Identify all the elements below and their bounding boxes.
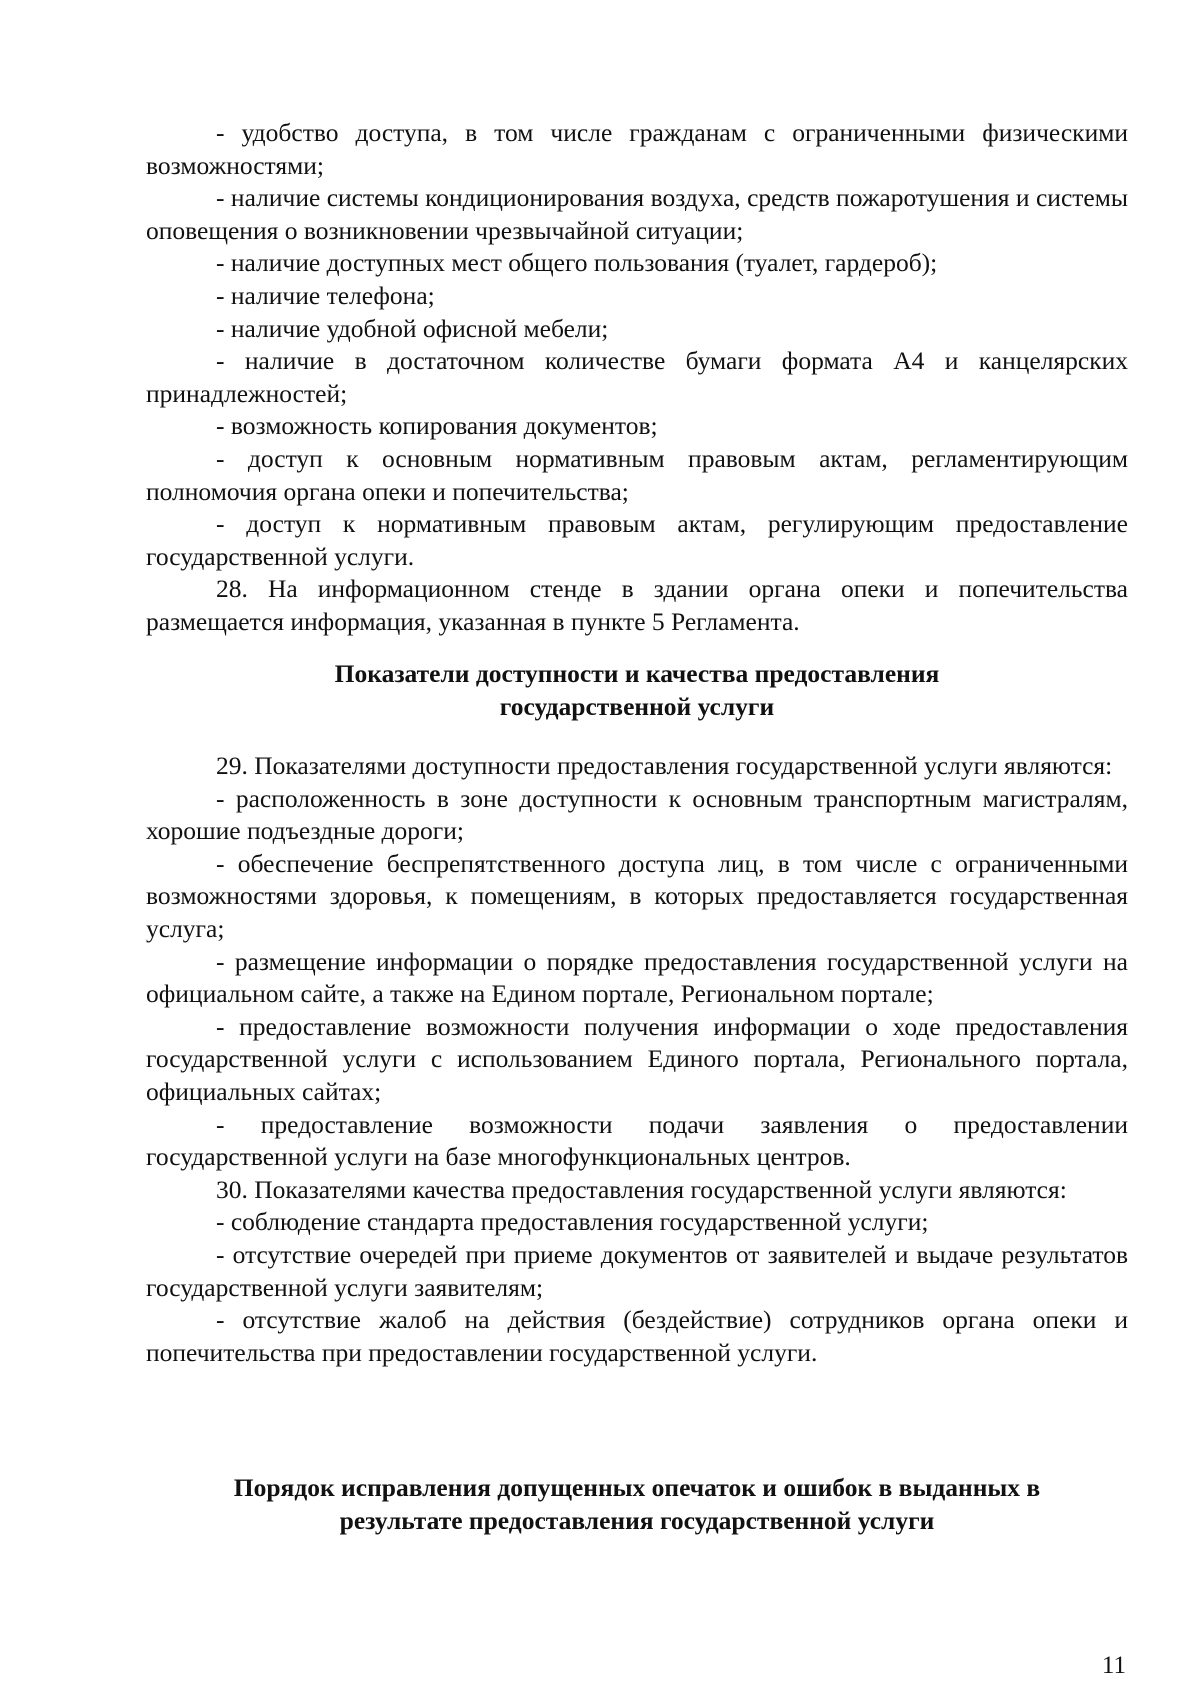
paragraph-28: 28. На информационном стенде в здании органа опеки и попечительства размещается информация, указанная в пункте 5 Регламента. xyxy=(146,574,1128,636)
paragraph: - удобство доступа, в том числе гражданам с ограниченными физическими возможностями; xyxy=(146,118,1128,180)
paragraph: - доступ к нормативным правовым актам, регулирующим предоставление государственной услуги. xyxy=(146,509,1128,571)
paragraph: - размещение информации о порядке предоставления государственной услуги на официальном сайте, а также на Едином портале, Региональном портале; xyxy=(146,946,1128,1009)
heading-line: Порядок исправления допущенных опечаток и ошибок в выданных в xyxy=(233,1473,1041,1502)
paragraph: - предоставление возможности получения информации о ходе предоставления государственной услуги с использованием Единого портала, Регионального портала, официальных сайтах; xyxy=(146,1011,1128,1106)
paragraph-block-upper xyxy=(146,117,1128,639)
paragraph-29: 29. Показателями доступности предоставления государственной услуги являются: xyxy=(216,751,1113,780)
paragraph: - доступ к основным нормативным правовым актам, регламентирующим полномочия органа опеки и попечительства; xyxy=(146,443,1128,506)
heading-line: государственной услуги xyxy=(499,691,775,721)
paragraph: - возможность копирования документов; xyxy=(216,411,658,441)
heading-line: результате предоставления государственной услуги xyxy=(339,1505,935,1535)
section-heading-corrections xyxy=(146,1472,1128,1537)
paragraph: - соблюдение стандарта предоставления государственной услуги; xyxy=(216,1207,929,1237)
section-heading-indicators xyxy=(146,658,1128,723)
paragraph: - наличие системы кондиционирования воздуха, средств пожаротушения и системы оповещения о возникновении чрезвычайной ситуации; xyxy=(146,183,1128,245)
paragraph: - наличие в достаточном количестве бумаги формата А4 и канцелярских принадлежностей; xyxy=(146,346,1128,408)
paragraph: - обеспечение беспрепятственного доступа лиц, в том числе с ограниченными возможностями здоровья, к помещениям, в которых предоставляется государственная услуга; xyxy=(146,848,1128,943)
page-number: 11 xyxy=(1101,1652,1126,1679)
paragraph: - наличие телефона; xyxy=(216,280,435,310)
paragraph: - наличие удобной офисной мебели; xyxy=(216,313,609,343)
paragraph: - наличие доступных мест общего пользования (туалет, гардероб); xyxy=(216,248,938,278)
paragraph: - отсутствие очередей при приеме документов от заявителей и выдаче результатов государственной услуги заявителям; xyxy=(146,1239,1128,1302)
heading-line: Показатели доступности и качества предоставления xyxy=(334,659,940,688)
paragraph: - предоставление возможности подачи заявления о предоставлении государственной услуги на базе многофункциональных центров. xyxy=(146,1109,1128,1172)
paragraph-30: 30. Показателями качества предоставления государственной услуги являются: xyxy=(216,1174,1067,1204)
paragraph: - отсутствие жалоб на действия (бездействие) сотрудников органа опеки и попечительства при предоставлении государственной услуги. xyxy=(146,1305,1128,1367)
paragraph-block-lower xyxy=(146,750,1128,1369)
paragraph: - расположенность в зоне доступности к основным транспортным магистралям, хорошие подъездные дороги; xyxy=(146,783,1128,846)
